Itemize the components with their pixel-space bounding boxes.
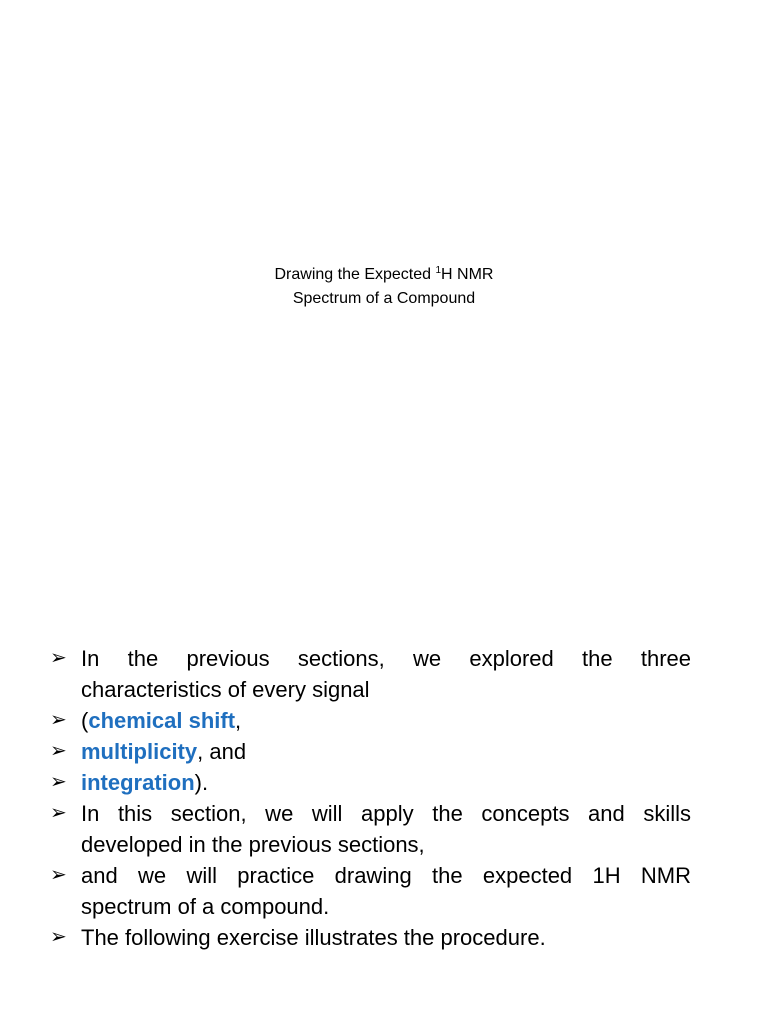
title-line-1: Drawing the Expected $^1$H NMR: [274, 265, 494, 283]
bullet-text-line: In this section, we will apply the concepts and skills: [81, 801, 691, 826]
keyword-multiplicity: multiplicity: [81, 739, 198, 764]
bullet-item-practice-drawing: [50, 860, 691, 922]
arrowhead-bullet-icon: ➢: [50, 926, 67, 948]
bullet-item-this-section: [50, 798, 691, 860]
bullet-item-multiplicity: ➢ multiplicity, and: [50, 736, 691, 767]
bullet-item-integration: ➢ integration).: [50, 767, 691, 798]
bullet-text-line: In the previous sections, we explored the three: [81, 646, 691, 671]
keyword-integration: integration: [81, 770, 195, 795]
bullet-text-line: spectrum of a compound.: [81, 894, 330, 919]
arrowhead-bullet-icon: ➢: [50, 740, 67, 762]
keyword-chemical-shift: chemical shift: [88, 708, 236, 733]
title-line-2: Spectrum of a Compound: [292, 290, 476, 307]
bullet-item-chemical-shift: ➢ (chemical shift,: [50, 705, 691, 736]
arrowhead-bullet-icon: ➢: [50, 709, 67, 731]
bullet-text-line: and we will practice drawing the expected 1H NMR: [81, 863, 691, 888]
superscript-1: 1: [435, 265, 442, 276]
arrowhead-bullet-icon: ➢: [50, 864, 67, 886]
bullet-text-line: characteristics of every signal: [81, 677, 370, 702]
bullet-text-line: developed in the previous sections,: [81, 832, 425, 857]
bullet-list: [50, 643, 691, 953]
arrowhead-bullet-icon: ➢: [50, 771, 67, 793]
arrowhead-bullet-icon: ➢: [50, 802, 67, 824]
bullet-item-following-exercise: ➢ The following exercise illustrates the procedure.: [50, 922, 691, 953]
bullet-item-previous-sections: [50, 643, 691, 705]
slide-title: [0, 263, 768, 311]
arrowhead-bullet-icon: ➢: [50, 647, 67, 669]
